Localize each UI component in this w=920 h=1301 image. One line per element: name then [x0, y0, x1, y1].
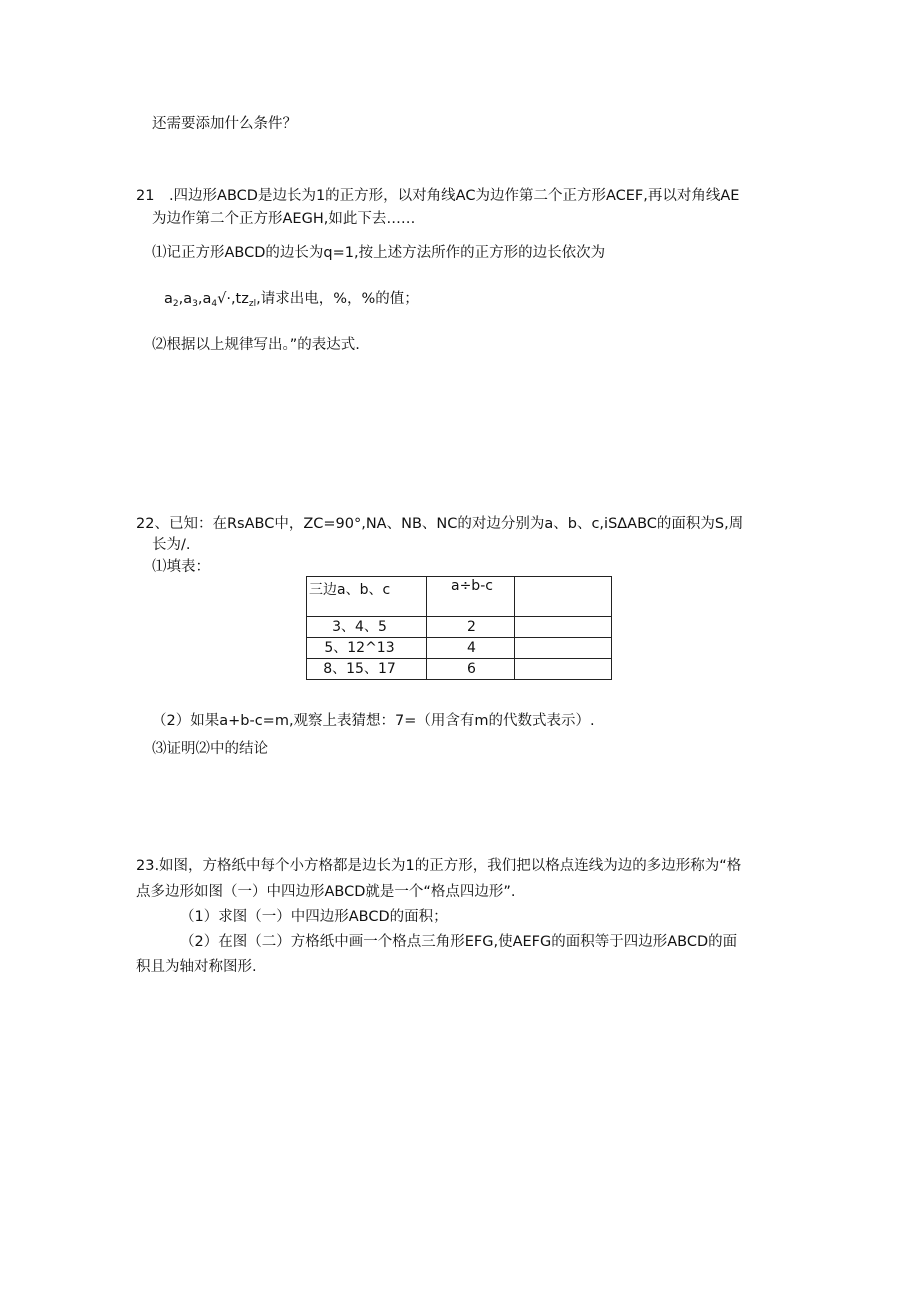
q23-part2-continued: 积且为轴对称图形.: [136, 959, 257, 975]
table-cell: 5、12^13: [307, 638, 427, 659]
q22-statement-line1: 22、已知：在RsABC中，ZC=90°,NA、NB、NC的对边分别为a、b、c,iSΔABC的面积为S,周: [136, 516, 744, 532]
q23-part1: （1）求图（一）中四边形ABCD的面积；: [180, 909, 448, 925]
table-row: [307, 659, 612, 680]
q23-statement-line2: 点多边形如图（一）中四边形ABCD就是一个“格点四边形”.: [136, 884, 516, 900]
table-cell: 8、15、17: [307, 659, 427, 680]
q21-part1-sequence: $a_2,a_3,a_4√\cdot,tz_{zl}$,请求出电，%，%的值；: [164, 291, 419, 309]
table-cell: [515, 617, 612, 638]
q22-statement-line2: 长为/.: [152, 537, 191, 553]
table-cell: 6: [427, 659, 515, 680]
q21-part1-intro: ⑴记正方形ABCD的边长为q=1,按上述方法所作的正方形的边长依次为: [152, 245, 606, 261]
table-row: [307, 638, 612, 659]
q22-part2: （2）如果a+b-c=m,观察上表猜想：7=（用含有m的代数式表示）.: [152, 713, 595, 729]
q21-statement-line1: 21 .四边形ABCD是边长为1的正方形，以对角线AC为边作第二个正方形ACEF,再以对角线AE: [136, 188, 740, 204]
q21-part2: ⑵根据以上规律写出。”的表达式.: [152, 337, 360, 353]
table-header-cell: 三边a、b、c: [307, 577, 427, 617]
q22-fill-table: [306, 576, 612, 680]
q22-part3: ⑶证明⑵中的结论: [152, 741, 268, 757]
q20-tail-text: 还需要添加什么条件？: [152, 116, 297, 132]
table-cell: [515, 638, 612, 659]
table-cell: 4: [427, 638, 515, 659]
table-cell: 2: [427, 617, 515, 638]
table-cell: 3、4、5: [307, 617, 427, 638]
q23-statement-line1: 23.如图，方格纸中每个小方格都是边长为1的正方形，我们把以格点连线为边的多边形称为“格: [136, 858, 742, 874]
table-row: [307, 617, 612, 638]
q21-statement-line2: 为边作第二个正方形AEGH,如此下去……: [152, 211, 416, 227]
q22-part1: ⑴填表：: [152, 559, 210, 575]
table-header-row: [307, 577, 612, 617]
table-header-cell: [515, 577, 612, 617]
table-cell: [515, 659, 612, 680]
table-header-cell: a÷b-c: [427, 577, 515, 617]
q23-part2: （2）在图（二）方格纸中画一个格点三角形EFG,使AEFG的面积等于四边形ABCD的面: [180, 934, 738, 950]
